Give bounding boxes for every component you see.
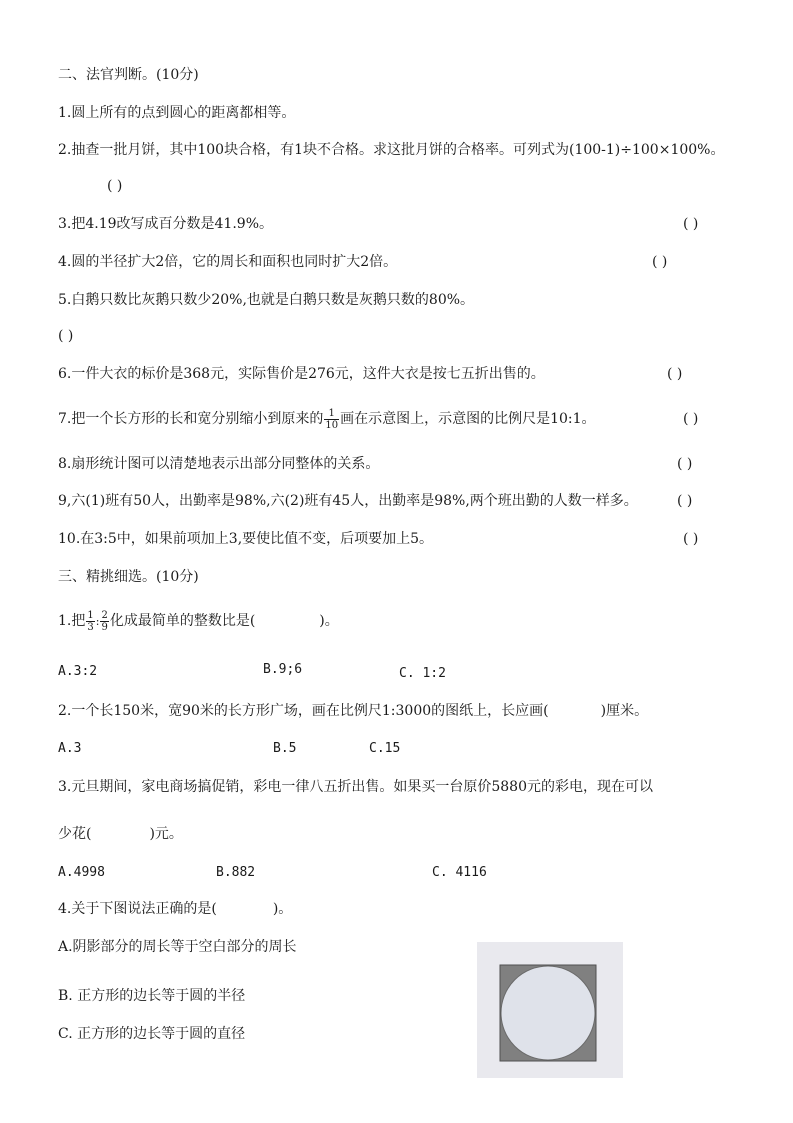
- question-2-10: 10.在3:5中，如果前项加上3,要使比值不变，后项要加上5。: [58, 531, 434, 547]
- question-3-1-text-a: 1.把: [58, 613, 86, 629]
- fraction-one-tenth: [324, 408, 339, 431]
- answer-parens-2-10[interactable]: ( ): [683, 531, 699, 547]
- fraction-two-ninths: [100, 610, 108, 633]
- ratio-colon: :: [95, 615, 100, 628]
- question-3-1: [58, 606, 339, 637]
- option-3-1-b[interactable]: B.9;6: [263, 662, 303, 677]
- answer-parens-2-4[interactable]: ( ): [652, 254, 668, 270]
- question-3-2: [58, 702, 648, 720]
- question-3-3-line-2: [58, 825, 183, 843]
- question-2-4: 4.圆的半径扩大2倍，它的周长和面积也同时扩大2倍。: [58, 254, 398, 270]
- answer-parens-2-5[interactable]: ( ): [58, 328, 74, 344]
- question-3-1-text-c: )。: [319, 613, 339, 629]
- question-2-8: 8.扇形统计图可以清楚地表示出部分同整体的关系。: [58, 456, 380, 472]
- option-3-4-b[interactable]: B. 正方形的边长等于圆的半径: [58, 988, 246, 1004]
- question-2-1: 1.圆上所有的点到圆心的距离都相等。: [58, 105, 296, 121]
- fraction-numerator: 1: [324, 408, 339, 420]
- section-3-heading: 三、精挑细选。(10分): [58, 569, 199, 585]
- question-2-7: [58, 404, 596, 434]
- section-2-heading: 二、法官判断。(10分): [58, 67, 199, 83]
- question-3-1-text-b: 化成最简单的整数比是(: [109, 613, 256, 629]
- question-2-3: 3.把4.19改写成百分数是41.9%。: [58, 216, 274, 232]
- question-3-3-line-1: 3.元旦期间，家电商场搞促销，彩电一律八五折出售。如果买一台原价5880元的彩电，现在可以: [58, 779, 653, 795]
- square-circle-diagram: [477, 942, 623, 1078]
- question-3-4-text-a: 4.关于下图说法正确的是(: [58, 901, 217, 917]
- answer-parens-2-6[interactable]: ( ): [667, 366, 683, 382]
- fraction-denominator: 3: [87, 621, 94, 633]
- question-3-2-text-a: 2.一个长150米，宽90米的长方形广场，画在比例尺1:3000的图纸上，长应画(: [58, 703, 549, 719]
- question-3-4-text-b: )。: [272, 901, 293, 917]
- fraction-denominator: 10: [325, 419, 339, 431]
- answer-parens-2-2[interactable]: ( ): [107, 178, 123, 194]
- blank-circle: [501, 966, 595, 1060]
- question-2-5: 5.白鹅只数比灰鹅只数少20%,也就是白鹅只数是灰鹅只数的80%。: [58, 292, 475, 308]
- option-3-4-a[interactable]: A.阴影部分的周长等于空白部分的周长: [58, 939, 297, 955]
- question-2-9: 9,六(1)班有50人，出勤率是98%,六(2)班有45人，出勤率是98%,两个班出勤的人数一样多。: [58, 493, 638, 509]
- option-3-2-a[interactable]: A.3: [58, 741, 82, 756]
- fraction-one-third: [86, 610, 94, 633]
- question-2-6: 6.一件大衣的标价是368元，实际售价是276元，这件大衣是按七五折出售的。: [58, 366, 545, 382]
- option-3-2-b[interactable]: B.5: [273, 741, 297, 756]
- fraction-numerator: 1: [87, 609, 94, 621]
- option-3-1-c[interactable]: C. 1:2: [399, 666, 446, 681]
- option-3-4-c[interactable]: C. 正方形的边长等于圆的直径: [58, 1026, 246, 1042]
- question-2-2: 2.抽查一批月饼，其中100块合格，有1块不合格。求这批月饼的合格率。可列式为(100-1)÷100×100%。: [58, 142, 725, 158]
- option-3-3-a[interactable]: A.4998: [58, 865, 105, 880]
- question-3-4: [58, 900, 292, 918]
- question-2-7-text-a: 7.把一个长方形的长和宽分别缩小到原来的: [58, 411, 324, 427]
- answer-parens-2-9[interactable]: ( ): [677, 493, 693, 509]
- question-3-3-text-b: )元。: [149, 826, 183, 842]
- question-3-3-text-a: 少花(: [58, 826, 92, 842]
- question-2-7-text-b: 画在示意图上，示意图的比例尺是10:1。: [340, 411, 596, 427]
- option-3-3-c[interactable]: C. 4116: [432, 865, 487, 880]
- answer-parens-2-7[interactable]: ( ): [683, 411, 699, 427]
- option-3-3-b[interactable]: B.882: [216, 865, 256, 880]
- square-circle-figure: [477, 942, 623, 1078]
- question-3-2-text-b: )厘米。: [600, 703, 649, 719]
- answer-parens-2-8[interactable]: ( ): [677, 456, 693, 472]
- fraction-denominator: 9: [101, 621, 108, 633]
- answer-parens-2-3[interactable]: ( ): [683, 216, 699, 232]
- option-3-2-c[interactable]: C.15: [369, 741, 401, 756]
- option-3-1-a[interactable]: A.3:2: [58, 664, 98, 679]
- fraction-numerator: 2: [101, 609, 108, 621]
